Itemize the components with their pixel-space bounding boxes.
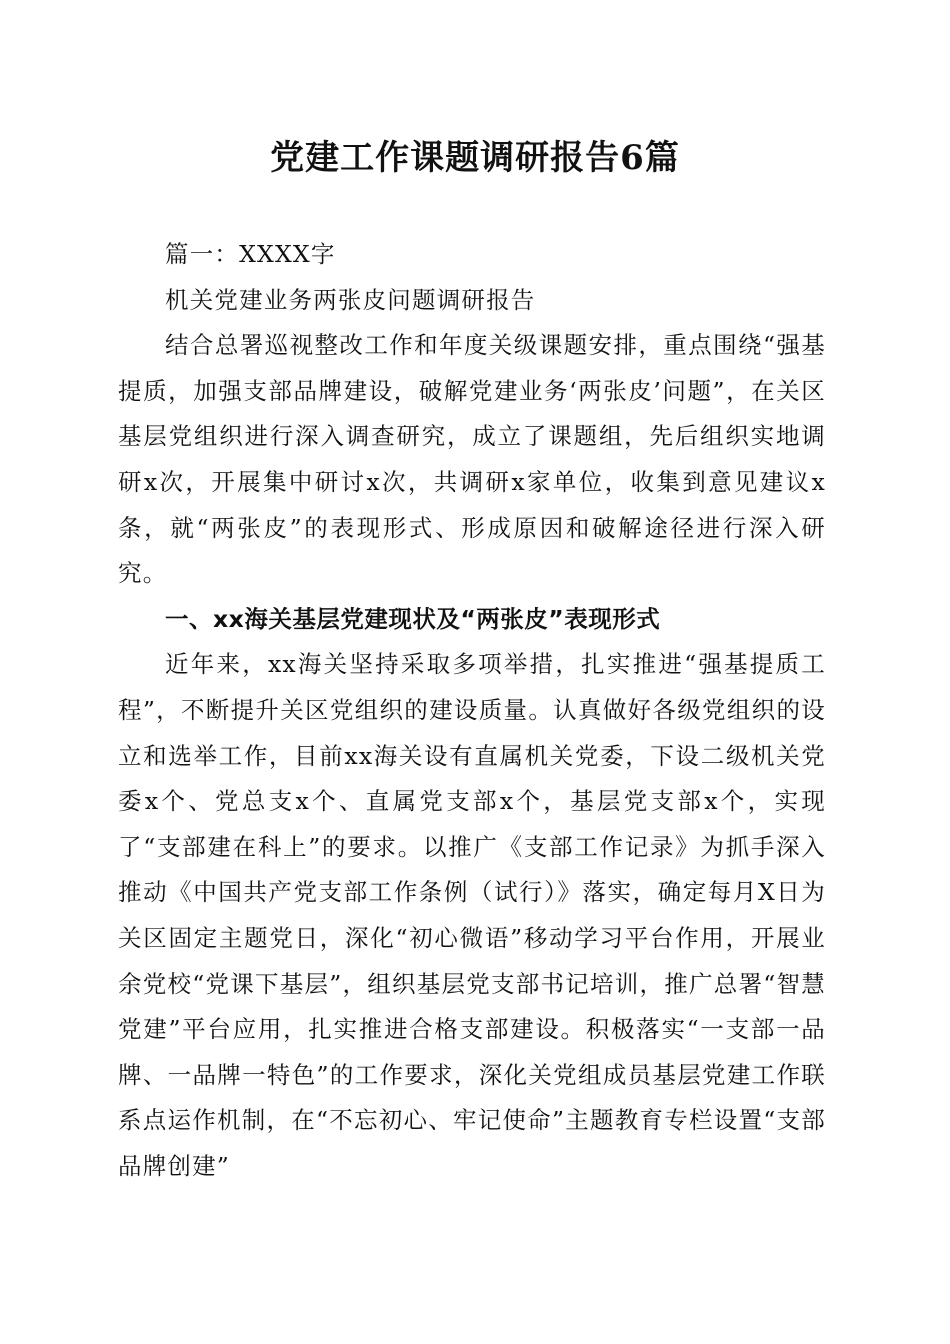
document-body <box>118 232 826 1189</box>
section-label: 篇一：XXXX字 <box>165 240 336 268</box>
section-heading: 一、xx海关基层党建现状及“两张皮”表现形式 <box>165 604 661 633</box>
intro-paragraph: 结合总署巡视整改工作和年度关级课题安排，重点围绕“强基提质，加强支部品牌建设，破解党建业务‘两张皮’问题”，在关区基层党组织进行深入调查研究，成立了课题组，先后组织实地调研x次，开展集中研讨x次，共调研x家单位，收集到意见建议x条，就“两张皮”的表现形式、形成原因和破解途径进行深入研究。 <box>118 331 826 588</box>
report-subtitle: 机关党建业务两张皮问题调研报告 <box>165 285 536 314</box>
document-title: 党建工作课题调研报告6篇 <box>270 138 680 178</box>
body-paragraph: 近年来，xx海关坚持采取多项举措，扎实推进“强基提质工程”，不断提升关区党组织的建设质量。认真做好各级党组织的设立和选举工作，目前xx海关设有直属机关党委，下设二级机关党委x个、党总支x个、直属党支部x个，基层党支部x个，实现了“支部建在科上”的要求。以推广《支部工作记录》为抓手深入推动《中国共产党支部工作条例（试行）》落实，确定每月X日为关区固定主题党日，深化“初心微语”移动学习平台作用，开展业余党校“党课下基层”，组织基层党支部书记培训，推广总署“智慧党建”平台应用，扎实推进合格支部建设。积极落实“一支部一品牌、一品牌一特色”的工作要求，深化关党组成员基层党建工作联系点运作机制，在“不忘初心、牢记使命”主题教育专栏设置“支部品牌创建” <box>118 650 826 1180</box>
